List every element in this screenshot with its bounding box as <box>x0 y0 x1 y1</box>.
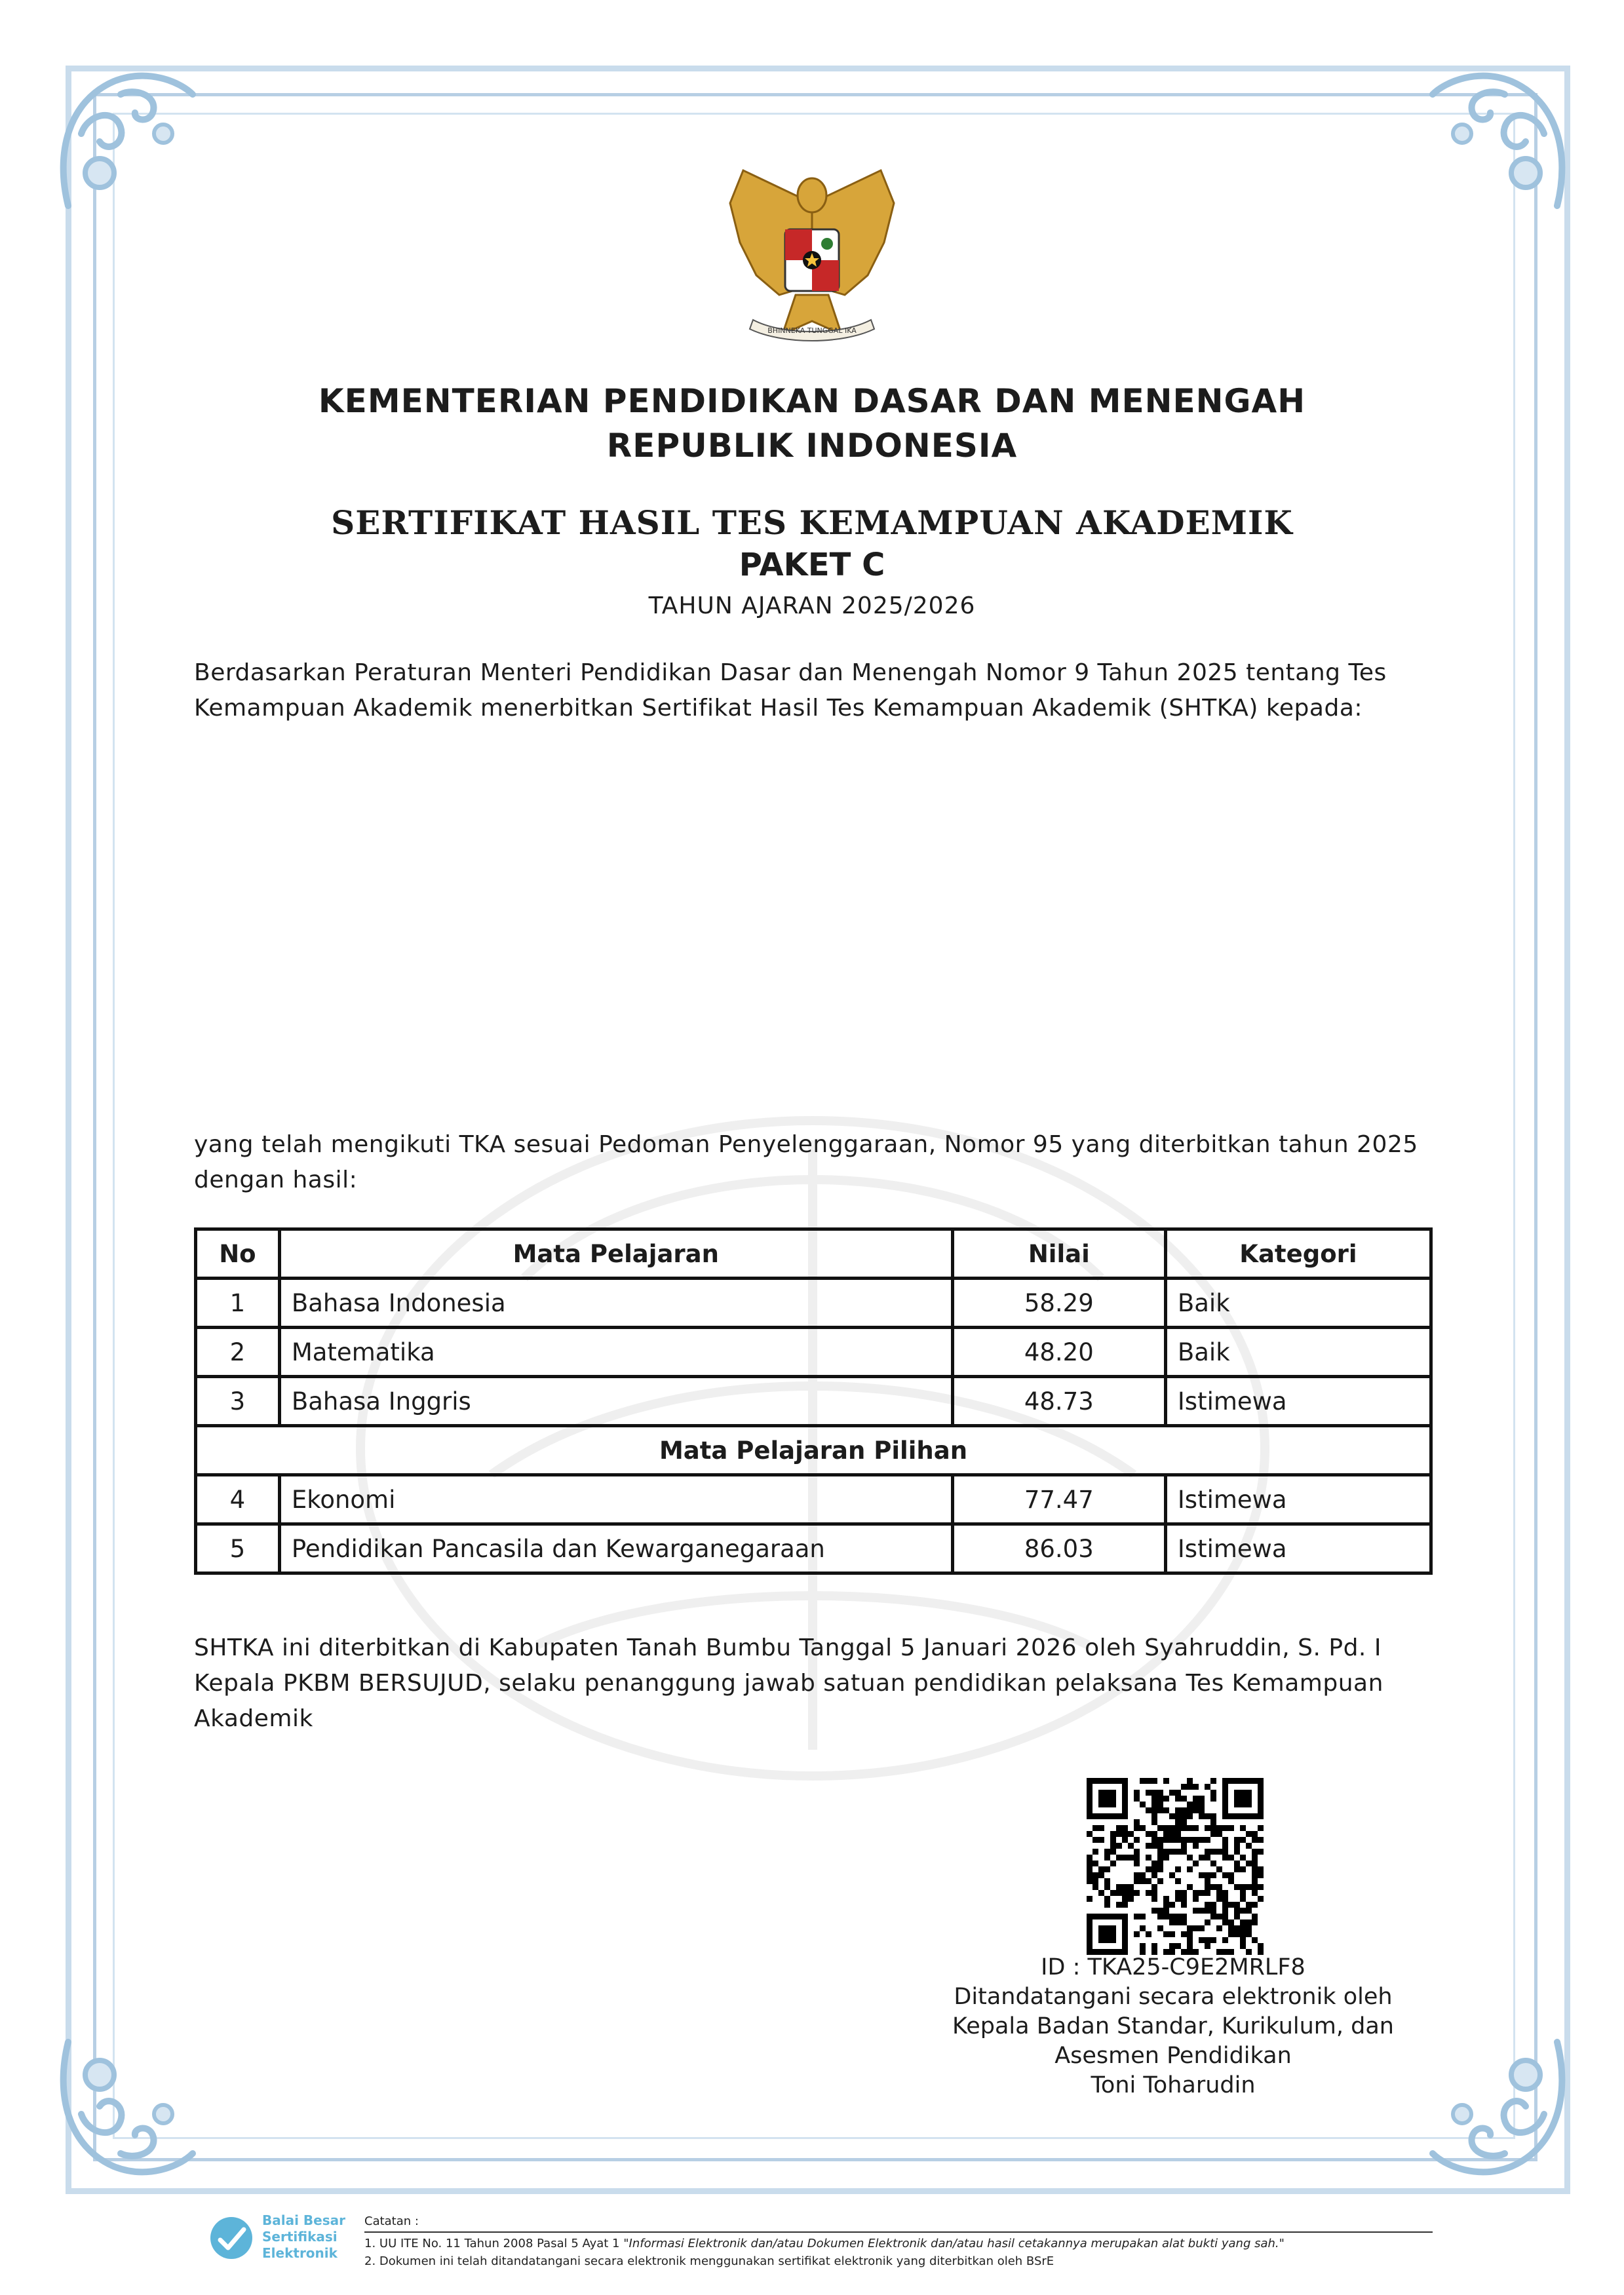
certificate-title: SERTIFIKAT HASIL TES KEMAMPUAN AKADEMIK <box>331 503 1293 542</box>
row-score: 86.03 <box>952 1524 1165 1573</box>
notes-label: Catatan : <box>364 2214 419 2228</box>
closing-paragraph <box>194 1630 1439 1737</box>
row-subject: Pendidikan Pancasila dan Kewarganegaraan <box>279 1524 952 1573</box>
column-header-no: No <box>196 1229 280 1279</box>
row-category: Istimewa <box>1165 1475 1431 1524</box>
row-subject: Matematika <box>279 1328 952 1377</box>
ministry-line-1: KEMENTERIAN PENDIDIKAN DASAR DAN MENENGAH <box>318 382 1306 420</box>
row-score: 77.47 <box>952 1475 1165 1524</box>
logo-line: Balai Besar <box>262 2212 345 2228</box>
ministry-heading <box>0 379 1624 468</box>
logo-line: Elektronik <box>262 2245 338 2261</box>
document-id: ID : TKA25-C9E2MRLF8 <box>1041 1954 1305 1980</box>
note-1-quote: "Informasi Elektronik dan/atau Dokumen Elektronik dan/atau hasil cetakannya merupakan alat bukti yang sah." <box>623 2237 1285 2250</box>
table-row <box>196 1524 1431 1573</box>
intro-line: Kemampuan Akademik menerbitkan Sertifikat Hasil Tes Kemampuan Akademik (SHTKA) kepada: <box>194 695 1363 722</box>
elective-section-label: Mata Pelajaran Pilihan <box>196 1426 1431 1475</box>
following-line: yang telah mengikuti TKA sesuai Pedoman Penyelenggaraan, Nomor 95 yang diterbitkan tahun 2025 <box>194 1131 1418 1158</box>
notes-divider <box>364 2231 1433 2233</box>
row-score: 58.29 <box>952 1279 1165 1328</box>
column-header-subject: Mata Pelajaran <box>279 1229 952 1279</box>
table-row <box>196 1279 1431 1328</box>
signature-line: Kepala Badan Standar, Kurikulum, dan <box>952 2013 1394 2039</box>
certificate-paket: PAKET C <box>739 547 885 583</box>
row-subject: Bahasa Indonesia <box>279 1279 952 1328</box>
row-score: 48.73 <box>952 1377 1165 1426</box>
closing-line: Akademik <box>194 1705 313 1732</box>
bsre-logo-text <box>262 2212 345 2262</box>
footer-note-1 <box>364 2235 1433 2252</box>
table-header-row <box>196 1229 1431 1279</box>
row-subject: Bahasa Inggris <box>279 1377 952 1426</box>
academic-year: TAHUN AJARAN 2025/2026 <box>648 592 976 619</box>
corner-ornament-icon <box>42 55 219 232</box>
signature-block <box>918 1953 1429 2100</box>
following-paragraph <box>194 1127 1439 1198</box>
corner-ornament-icon <box>42 2016 219 2193</box>
bsre-logo <box>208 2212 359 2264</box>
following-line: dengan hasil: <box>194 1167 358 1193</box>
garuda-pancasila-emblem-icon <box>717 164 907 360</box>
qr-code-icon <box>1087 1778 1264 1955</box>
row-number: 3 <box>196 1377 280 1426</box>
logo-line: Sertifikasi <box>262 2229 338 2245</box>
signature-line: Asesmen Pendidikan <box>1054 2043 1292 2069</box>
column-header-score: Nilai <box>952 1229 1165 1279</box>
corner-ornament-icon <box>1406 55 1583 232</box>
row-category: Baik <box>1165 1279 1431 1328</box>
signature-line: Ditandatangani secara elektronik oleh <box>954 1984 1393 2010</box>
footer-notes <box>364 2212 1433 2270</box>
row-category: Istimewa <box>1165 1524 1431 1573</box>
ministry-line-2: REPUBLIK INDONESIA <box>606 427 1018 465</box>
signer-name: Toni Toharudin <box>1091 2072 1256 2098</box>
emblem-motto: BHINNEKA TUNGGAL IKA <box>767 326 857 335</box>
table-section-row <box>196 1426 1431 1475</box>
row-number: 5 <box>196 1524 280 1573</box>
closing-line: SHTKA ini diterbitkan di Kabupaten Tanah Bumbu Tanggal 5 Januari 2026 oleh Syahruddin, S. Pd. I <box>194 1634 1382 1661</box>
row-number: 1 <box>196 1279 280 1328</box>
note-1-prefix: 1. UU ITE No. 11 Tahun 2008 Pasal 5 Ayat 1 <box>364 2237 624 2250</box>
bsre-logo-icon <box>208 2215 254 2261</box>
table-row <box>196 1377 1431 1426</box>
intro-paragraph <box>194 655 1439 726</box>
row-category: Istimewa <box>1165 1377 1431 1426</box>
column-header-category: Kategori <box>1165 1229 1431 1279</box>
row-subject: Ekonomi <box>279 1475 952 1524</box>
row-number: 4 <box>196 1475 280 1524</box>
intro-line: Berdasarkan Peraturan Menteri Pendidikan Dasar dan Menengah Nomor 9 Tahun 2025 tentang Tes <box>194 659 1387 686</box>
table-row <box>196 1328 1431 1377</box>
corner-ornament-icon <box>1406 2016 1583 2193</box>
closing-line: Kepala PKBM BERSUJUD, selaku penanggung jawab satuan pendidikan pelaksana Tes Kemampuan <box>194 1670 1383 1697</box>
results-table <box>194 1227 1433 1575</box>
table-row <box>196 1475 1431 1524</box>
footer-note-2: 2. Dokumen ini telah ditandatangani secara elektronik menggunakan sertifikat elektronik yang diterbitkan oleh BSrE <box>364 2254 1054 2268</box>
row-number: 2 <box>196 1328 280 1377</box>
row-category: Baik <box>1165 1328 1431 1377</box>
row-score: 48.20 <box>952 1328 1165 1377</box>
